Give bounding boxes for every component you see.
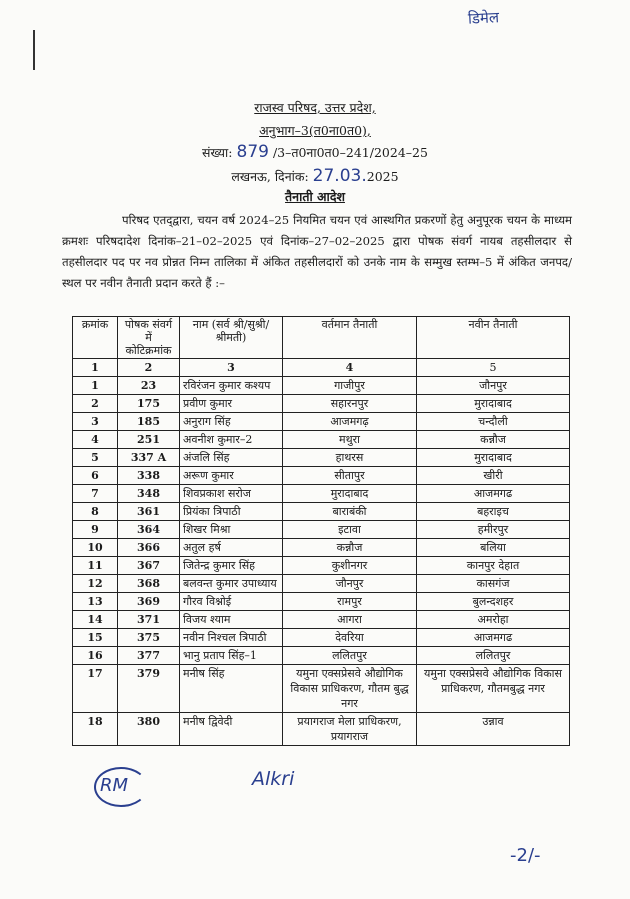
cell-new-posting: मुरादाबाद	[417, 449, 570, 467]
table-row	[73, 503, 570, 521]
header-sno: क्रमांक	[73, 317, 118, 359]
cell-name: रविरंजन कुमार कश्यप	[180, 377, 283, 395]
cell-rank: 375	[118, 629, 180, 647]
cell-name: अवनीश कुमार–2	[180, 431, 283, 449]
table-row	[73, 377, 570, 395]
cell-current-posting: जौनपुर	[283, 575, 417, 593]
cell-current-posting: गाजीपुर	[283, 377, 417, 395]
cell-current-posting: हाथरस	[283, 449, 417, 467]
table-row	[73, 485, 570, 503]
cell-current-posting: यमुना एक्सप्रेसवे औद्योगिक विकास प्राधिकरण, गौतम बुद्ध नगर	[283, 665, 417, 713]
table-row	[73, 629, 570, 647]
cell-sno: 16	[73, 647, 118, 665]
cell-rank: 175	[118, 395, 180, 413]
table-row	[73, 611, 570, 629]
cell-new-posting: ललितपुर	[417, 647, 570, 665]
cell-current-posting: आगरा	[283, 611, 417, 629]
cell-new-posting: चन्दौली	[417, 413, 570, 431]
cell-sno: 15	[73, 629, 118, 647]
order-title	[0, 187, 630, 206]
date-year: 2025	[366, 169, 399, 184]
cell-rank: 338	[118, 467, 180, 485]
cell-current-posting: कुशीनगर	[283, 557, 417, 575]
cell-rank: 368	[118, 575, 180, 593]
cell-current-posting: आजमगढ़	[283, 413, 417, 431]
cell-sno: 9	[73, 521, 118, 539]
header-name: नाम (सर्व श्री/सुश्री/श्रीमती)	[180, 317, 283, 359]
posting-table	[72, 316, 570, 746]
cell-name: अंजलि सिंह	[180, 449, 283, 467]
cell-rank: 379	[118, 665, 180, 713]
page-number: -2/-	[510, 845, 541, 866]
table-row	[73, 647, 570, 665]
number-label: संख्या:	[202, 145, 233, 160]
order-paragraph: परिषद एतद्‌द्वारा, चयन वर्ष 2024–25 नियमित चयन एवं आस्थगित प्रकरणों हेतु अनुपूरक चयन के माध्यम क्रमशः परिषदादेश दिनांक–21–02–2025 एवं दिनांक–27–02–2025 द्वारा पोषक संवर्ग नायब तहसीलदार से तहसीलदार पद पर नव प्रोन्नत निम्न तालिका में अंकित तहसीलदारों को उनके नाम के सम्मुख स्तम्भ–5 में अंकित जनपद/स्थल पर नवीन तैनाती प्रदान करते हैं :–	[62, 213, 572, 290]
cell-rank: 366	[118, 539, 180, 557]
cell-rank: 367	[118, 557, 180, 575]
cell-current-posting: रामपुर	[283, 593, 417, 611]
cell-current-posting: सीतापुर	[283, 467, 417, 485]
order-title-text: तैनाती आदेश	[285, 189, 345, 204]
cell-sno: 13	[73, 593, 118, 611]
cell-current-posting: इटावा	[283, 521, 417, 539]
handwritten-note: डिमेल	[467, 8, 500, 28]
cell-name: भानु प्रताप सिंह–1	[180, 647, 283, 665]
cell-rank: 369	[118, 593, 180, 611]
cell-rank: 185	[118, 413, 180, 431]
cell-name: जितेन्द्र कुमार सिंह	[180, 557, 283, 575]
cell-name: गौरव विश्नोई	[180, 593, 283, 611]
cell-rank: 377	[118, 647, 180, 665]
cell-sno: 8	[73, 503, 118, 521]
cell-rank: 251	[118, 431, 180, 449]
left-signature	[100, 775, 128, 796]
colnum-5: 5	[417, 359, 570, 377]
number-suffix: /3–त0ना0त0–241/2024–25	[272, 145, 428, 160]
cell-sno: 12	[73, 575, 118, 593]
handwritten-number: 879	[236, 142, 269, 162]
cell-new-posting: उन्नाव	[417, 713, 570, 746]
cell-current-posting: सहारनपुर	[283, 395, 417, 413]
department-name	[0, 98, 630, 117]
cell-rank: 348	[118, 485, 180, 503]
cell-new-posting: खीरी	[417, 467, 570, 485]
cell-new-posting: अमरोहा	[417, 611, 570, 629]
cell-sno: 14	[73, 611, 118, 629]
table-header-row	[73, 317, 570, 359]
margin-mark	[33, 30, 35, 70]
colnum-4: 4	[283, 359, 417, 377]
cell-rank: 364	[118, 521, 180, 539]
header-new: नवीन तैनाती	[417, 317, 570, 359]
table-row	[73, 539, 570, 557]
cell-name: मनीष सिंह	[180, 665, 283, 713]
table-row	[73, 413, 570, 431]
table-row	[73, 521, 570, 539]
colnum-2: 2	[118, 359, 180, 377]
cell-rank: 380	[118, 713, 180, 746]
table-row	[73, 431, 570, 449]
cell-new-posting: यमुना एक्सप्रेसवे औद्योगिक विकास प्राधिकरण, गौतमबुद्ध नगर	[417, 665, 570, 713]
cell-name: बलवन्त कुमार उपाध्याय	[180, 575, 283, 593]
cell-new-posting: कासगंज	[417, 575, 570, 593]
cell-sno: 6	[73, 467, 118, 485]
table-row	[73, 575, 570, 593]
table-row	[73, 665, 570, 713]
table-row	[73, 593, 570, 611]
cell-sno: 3	[73, 413, 118, 431]
cell-new-posting: बलिया	[417, 539, 570, 557]
cell-rank: 337 A	[118, 449, 180, 467]
cell-new-posting: मुरादाबाद	[417, 395, 570, 413]
date-line	[0, 166, 630, 186]
cell-new-posting: कन्नौज	[417, 431, 570, 449]
cell-name: शिखर मिश्रा	[180, 521, 283, 539]
cell-sno: 18	[73, 713, 118, 746]
cell-current-posting: प्रयागराज मेला प्राधिकरण, प्रयागराज	[283, 713, 417, 746]
cell-new-posting: बहराइच	[417, 503, 570, 521]
cell-current-posting: देवरिया	[283, 629, 417, 647]
cell-sno: 2	[73, 395, 118, 413]
table-row	[73, 467, 570, 485]
cell-name: विजय श्याम	[180, 611, 283, 629]
cell-name: अतुल हर्ष	[180, 539, 283, 557]
column-number-row	[73, 359, 570, 377]
colnum-3: 3	[180, 359, 283, 377]
cell-sno: 7	[73, 485, 118, 503]
cell-sno: 5	[73, 449, 118, 467]
order-number-line	[0, 142, 630, 162]
cell-new-posting: बुलन्दशहर	[417, 593, 570, 611]
cell-rank: 361	[118, 503, 180, 521]
cell-name: अरूण कुमार	[180, 467, 283, 485]
cell-new-posting: जौनपुर	[417, 377, 570, 395]
cell-name: अनुराग सिंह	[180, 413, 283, 431]
colnum-1: 1	[73, 359, 118, 377]
cell-new-posting: आजमगढ	[417, 485, 570, 503]
cell-current-posting: मुरादाबाद	[283, 485, 417, 503]
cell-name: मनीष द्विवेदी	[180, 713, 283, 746]
cell-sno: 17	[73, 665, 118, 713]
cell-current-posting: ललितपुर	[283, 647, 417, 665]
section-line	[0, 121, 630, 140]
table-row	[73, 449, 570, 467]
department-line-1: राजस्व परिषद, उत्तर प्रदेश,	[254, 100, 376, 115]
signature-loop	[94, 767, 148, 807]
cell-current-posting: मथुरा	[283, 431, 417, 449]
cell-name: शिवप्रकाश सरोज	[180, 485, 283, 503]
department-line-2: अनुभाग–3(त0ना0त0),	[259, 123, 371, 138]
cell-sno: 1	[73, 377, 118, 395]
right-signature: Alkri	[252, 768, 295, 790]
header-rank: पोषक संवर्ग में कोटिक्रमांक	[118, 317, 180, 359]
cell-name: प्रवीण कुमार	[180, 395, 283, 413]
cell-sno: 10	[73, 539, 118, 557]
cell-sno: 4	[73, 431, 118, 449]
header-current: वर्तमान तैनाती	[283, 317, 417, 359]
table-body	[73, 377, 570, 746]
left-signature-text: RM	[100, 775, 129, 796]
cell-current-posting: बाराबंकी	[283, 503, 417, 521]
cell-sno: 11	[73, 557, 118, 575]
handwritten-date: 27.03.	[312, 166, 367, 186]
cell-name: नवीन निश्चल त्रिपाठी	[180, 629, 283, 647]
cell-rank: 23	[118, 377, 180, 395]
table-row	[73, 713, 570, 746]
cell-new-posting: हमीरपुर	[417, 521, 570, 539]
cell-name: प्रियंका त्रिपाठी	[180, 503, 283, 521]
table-row	[73, 395, 570, 413]
cell-new-posting: कानपुर देहात	[417, 557, 570, 575]
cell-new-posting: आजमगढ	[417, 629, 570, 647]
cell-current-posting: कन्नौज	[283, 539, 417, 557]
table-row	[73, 557, 570, 575]
cell-rank: 371	[118, 611, 180, 629]
date-label: लखनऊ, दिनांक:	[231, 169, 309, 184]
